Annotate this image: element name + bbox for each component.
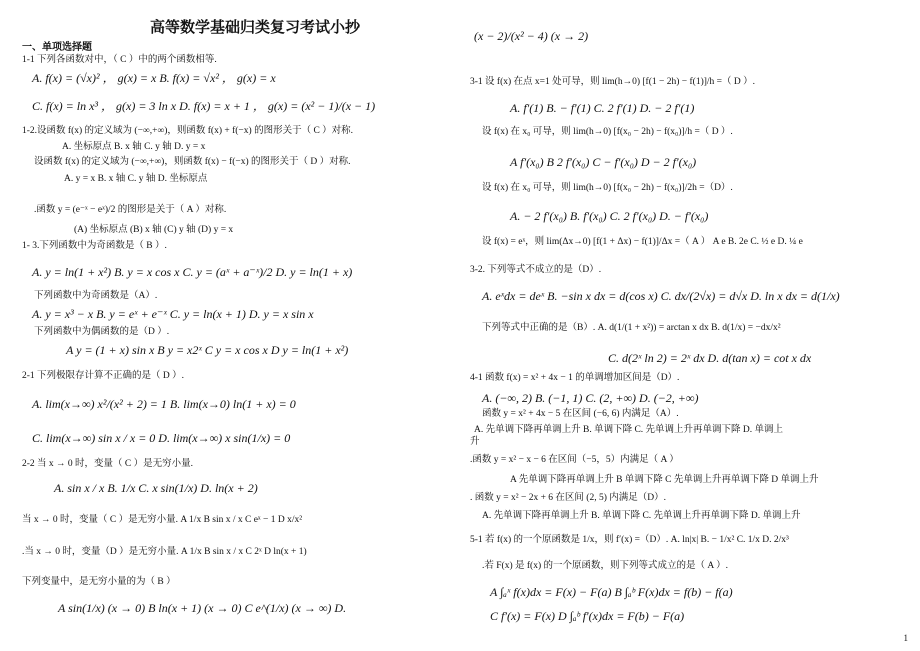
- left-line: C. lim(x→∞) sin x / x = 0 D. lim(x→∞) x sin(1/x) = 0: [32, 431, 291, 445]
- right-line: 函数 y = x² + 4x − 5 在区间 (−6, 6) 内满足（A）.: [482, 409, 679, 419]
- left-line: 2-1 下列极限存计算不正确的是（ D ）.: [22, 371, 185, 381]
- left-line: 1- 3.下列函数中为奇函数是（ B ）.: [22, 241, 167, 251]
- right-line: 3-1 设 f(x) 在点 x=1 处可导，则 lim(h→0) [f(1 − 2h) − f(1)]/h =（ D ）.: [470, 77, 756, 87]
- right-line: A. 先单调下降再单调上升 B. 单调下降 C. 先单调上升再单调下降 D. 单调上升: [482, 511, 801, 521]
- right-line: A 先单调下降再单调上升 B 单调下降 C 先单调上升再单调下降 D 单调上升: [510, 475, 819, 485]
- left-line: A. y = ln(1 + x²) B. y = x cos x C. y = (aˣ + a⁻ˣ)/2 D. y = ln(1 + x): [32, 265, 353, 279]
- right-line: .若 F(x) 是 f(x) 的一个原函数，则下列等式成立的是（ A ）.: [482, 561, 728, 571]
- left-line: 一、单项选择题: [22, 42, 92, 53]
- left-line: 1-1 下列各函数对中，（ C ）中的两个函数相等.: [22, 55, 217, 65]
- left-line: 下列函数中为偶函数的是（D ）.: [34, 327, 170, 337]
- page-title: 高等数学基础归类复习考试小抄: [150, 19, 361, 36]
- right-line: C. d(2ˣ ln 2) = 2ˣ dx D. d(tan x) = cot x dx: [608, 351, 812, 365]
- right-line: A f′(x₀) B 2 f′(x₀) C − f′(x₀) D − 2 f′(x₀): [510, 155, 697, 169]
- left-line: (A) 坐标原点 (B) x 轴 (C) y 轴 (D) y = x: [74, 225, 234, 235]
- right-line: 设 f(x) 在 x₀ 可导，则 lim(h→0) [f(x₀ − 2h) − f(x₀)]/2h =（D）.: [482, 183, 733, 193]
- right-line: A. − 2 f′(x₀) B. f′(x₀) C. 2 f′(x₀) D. − f′(x₀): [510, 209, 709, 223]
- left-line: A y = (1 + x) sin x B y = x2ˣ C y = x cos x D y = ln(1 + x²): [66, 343, 349, 357]
- right-line: 设 f(x) 在 x₀ 可导，则 lim(h→0) [f(x₀ − 2h) − f(x₀)]/h =（ D ）.: [482, 127, 733, 137]
- left-line: A. f(x) = (√x)² ， g(x) = x B. f(x) = √x² ， g(x) = x: [32, 71, 276, 85]
- left-line: 下列变量中，是无穷小量的为（ B ）: [22, 577, 176, 587]
- right-line: 5-1 若 f(x) 的一个原函数是 1/x，则 f′(x) =（D）. A. ln|x| B. − 1/x² C. 1/x D. 2/x³: [470, 535, 789, 545]
- page-number: 1: [903, 633, 908, 643]
- left-line: A. y = x³ − x B. y = eˣ + e⁻ˣ C. y = ln(x + 1) D. y = x sin x: [32, 307, 314, 321]
- left-line: 2-2 当 x → 0 时，变量（ C ）是无穷小量.: [22, 459, 194, 469]
- right-line: (x − 2)/(x² − 4) (x → 2): [474, 29, 589, 43]
- right-line: 3-2. 下列等式不成立的是（D）.: [470, 265, 602, 275]
- right-line: A. (−∞, 2) B. (−1, 1) C. (2, +∞) D. (−2, +∞): [482, 391, 699, 405]
- right-line: 下列等式中正确的是（B）. A. d(1/(1 + x²)) = arctan x dx B. d(1/x) = −dx/x²: [482, 323, 781, 333]
- right-line: .函数 y = x² − x − 6 在区间（−5，5）内满足（ A ）: [470, 455, 679, 465]
- left-line: A. 坐标原点 B. x 轴 C. y 轴 D. y = x: [62, 142, 206, 152]
- left-line: 1-2.设函数 f(x) 的定义域为 (−∞,+∞)，则函数 f(x) + f(−x) 的图形关于（ C ）对称.: [22, 126, 354, 136]
- right-line: A. f′(1) B. − f′(1) C. 2 f′(1) D. − 2 f′(1): [510, 101, 695, 115]
- right-line: 4-1 函数 f(x) = x² + 4x − 1 的单调增加区间是（D）.: [470, 373, 680, 383]
- left-line: A sin(1/x) (x → 0) B ln(x + 1) (x → 0) C e^(1/x) (x → ∞) D.: [58, 601, 347, 615]
- left-line: .当 x → 0 时，变量（D ）是无穷小量. A 1/x B sin x / x C 2ˣ D ln(x + 1): [22, 547, 307, 557]
- left-line: A. y = x B. x 轴 C. y 轴 D. 坐标原点: [64, 174, 208, 184]
- left-line: 当 x → 0 时，变量（ C ）是无穷小量. A 1/x B sin x / x C eˣ − 1 D x/x²: [22, 515, 303, 525]
- left-line: 下列函数中为奇函数是（A）.: [34, 291, 158, 301]
- right-line: 设 f(x) = eˣ，则 lim(Δx→0) [f(1 + Δx) − f(1)]/Δx =（ A ） A e B. 2e C. ½ e D. ¼ e: [482, 237, 803, 247]
- left-line: .函数 y = (e⁻ˣ − eˣ)/2 的图形是关于（ A ）对称.: [34, 205, 227, 215]
- left-line: A. lim(x→∞) x²/(x² + 2) = 1 B. lim(x→0) ln(1 + x) = 0: [32, 397, 296, 411]
- left-line: 设函数 f(x) 的定义域为 (−∞,+∞)，则函数 f(x) − f(−x) 的图形关于（ D ）对称.: [34, 157, 351, 167]
- right-line: A ∫ₐˣ f(x)dx = F(x) − F(a) B ∫ₐᵇ F(x)dx = f(b) − f(a): [490, 585, 733, 599]
- right-line: . 函数 y = x² − 2x + 6 在区间 (2, 5) 内满足（D）.: [470, 493, 666, 503]
- right-line: 升: [470, 437, 480, 447]
- right-line: C f′(x) = F(x) D ∫ₐᵇ f′(x)dx = F(b) − F(a): [490, 609, 685, 623]
- left-line: C. f(x) = ln x³ ， g(x) = 3 ln x D. f(x) = x + 1 ， g(x) = (x² − 1)/(x − 1): [32, 99, 376, 113]
- right-line: A. 先单调下降再单调上升 B. 单调下降 C. 先单调上升再单调下降 D. 单调上: [474, 425, 784, 435]
- left-line: A. sin x / x B. 1/x C. x sin(1/x) D. ln(x + 2): [54, 481, 258, 495]
- right-line: A. eˣdx = deˣ B. −sin x dx = d(cos x) C. dx/(2√x) = d√x D. ln x dx = d(1/x): [482, 289, 840, 303]
